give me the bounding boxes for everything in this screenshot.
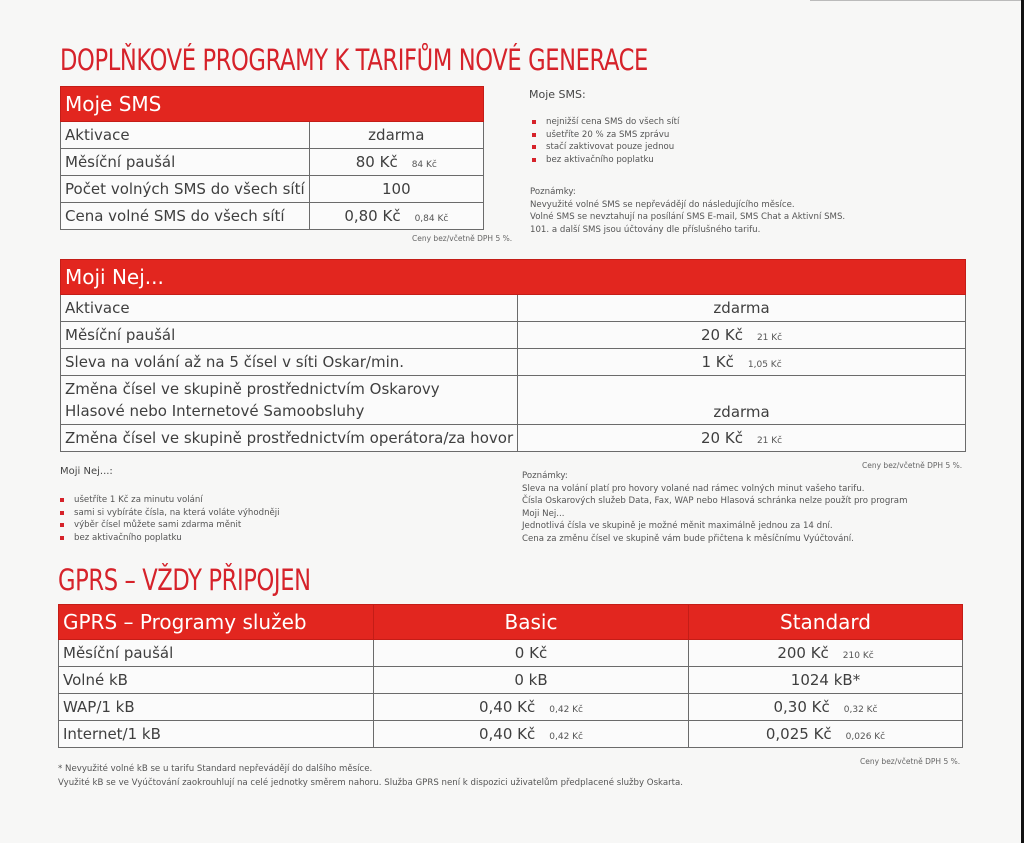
table-row xyxy=(61,176,484,203)
moje-sms-notes xyxy=(530,186,845,236)
row-label: Sleva na volání až na 5 čísel v síti Oskar/min. xyxy=(61,349,518,376)
row-label: Aktivace xyxy=(61,122,310,149)
col-standard: Standard xyxy=(689,605,963,640)
table-row xyxy=(61,349,966,376)
basic-value: 0 Kč xyxy=(374,640,689,667)
row-label: Změna čísel ve skupině prostřednictvím operátora/za hovor xyxy=(61,425,518,452)
basic-value: 0,40 Kč 0,42 Kč xyxy=(374,721,689,748)
list-item: stačí zaktivovat pouze jednou xyxy=(532,141,679,154)
moji-nej-side-title: Moji Nej...: xyxy=(60,466,113,477)
list-item: bez aktivačního poplatku xyxy=(60,532,280,545)
moji-nej-header: Moji Nej... xyxy=(61,260,966,295)
table-row xyxy=(59,640,963,667)
row-label: Počet volných SMS do všech sítí xyxy=(61,176,310,203)
table-row xyxy=(61,122,484,149)
table-header xyxy=(59,605,963,640)
moji-nej-bullets xyxy=(60,494,280,544)
vat-note: Ceny bez/včetně DPH 5 %. xyxy=(412,234,513,243)
row-value: zdarma xyxy=(518,295,966,322)
table-row xyxy=(61,376,966,425)
row-label: Cena volné SMS do všech sítí xyxy=(61,203,310,230)
vat-note: Ceny bez/včetně DPH 5 %. xyxy=(862,461,963,470)
value-vat: 0,42 Kč xyxy=(549,705,583,715)
list-item: nejnižší cena SMS do všech sítí xyxy=(532,116,679,129)
standard-value: 0,025 Kč 0,026 Kč xyxy=(689,721,963,748)
value-vat: 21 Kč xyxy=(756,436,783,446)
gprs-title: GPRS – VŽDY PŘIPOJEN xyxy=(58,563,311,597)
notes-title: Poznámky: xyxy=(530,187,576,197)
note-line: Sleva na volání platí pro hovory volané nad rámec volných minut vašeho tarifu. xyxy=(522,483,865,494)
row-value: 1 Kč 1,05 Kč xyxy=(518,349,966,376)
table-header xyxy=(61,87,484,122)
gprs-header: GPRS – Programy služeb xyxy=(59,605,374,640)
value-vat: 1,05 Kč xyxy=(747,360,782,370)
row-label: Měsíční paušál xyxy=(61,149,310,176)
note-line: Čísla Oskarových služeb Data, Fax, WAP nebo Hlasová schránka nelze použít pro program xyxy=(522,496,908,506)
table-row xyxy=(59,721,963,748)
table-row xyxy=(61,295,966,322)
row-label: Změna čísel ve skupině prostřednictvím Oskarovy Hlasové nebo Internetové Samoobsluhy xyxy=(61,376,518,425)
value-vat: 0,84 Kč xyxy=(414,214,449,224)
list-item: ušetříte 1 Kč za minutu volání xyxy=(60,494,280,507)
gprs-table xyxy=(58,604,963,748)
row-value: 0,80 Kč 0,84 Kč xyxy=(309,203,483,230)
moje-sms-side-title: Moje SMS: xyxy=(529,88,586,101)
table-row xyxy=(61,425,966,452)
row-label: WAP/1 kB xyxy=(59,694,374,721)
value-vat: 21 Kč xyxy=(756,333,783,343)
table-header xyxy=(61,260,966,295)
value-vat: 84 Kč xyxy=(411,160,437,170)
note-line: Moji Nej... xyxy=(522,508,565,519)
value-vat: 0,026 Kč xyxy=(845,732,886,742)
page-title: DOPLŇKOVÉ PROGRAMY K TARIFŮM NOVÉ GENERACE xyxy=(60,43,648,77)
list-item: bez aktivačního poplatku xyxy=(532,154,679,167)
note-line: Nevyužité volné SMS se nepřevádějí do následujícího měsíce. xyxy=(530,199,795,210)
top-rule xyxy=(810,0,1024,1)
note-line: Jednotlivá čísla ve skupině je možné měnit maximálně jednou za 14 dní. xyxy=(522,521,833,531)
table-row xyxy=(59,694,963,721)
moje-sms-header: Moje SMS xyxy=(61,87,484,122)
row-label: Měsíční paušál xyxy=(59,640,374,667)
row-value: 20 Kč 21 Kč xyxy=(518,425,966,452)
row-value: 80 Kč 84 Kč xyxy=(309,149,483,176)
row-value: 100 xyxy=(309,176,483,203)
table-row xyxy=(59,667,963,694)
basic-value: 0 kB xyxy=(374,667,689,694)
value-vat: 0,32 Kč xyxy=(843,705,878,715)
standard-value: 200 Kč 210 Kč xyxy=(689,640,963,667)
list-item: ušetříte 20 % za SMS zprávu xyxy=(532,129,679,142)
moje-sms-table xyxy=(60,86,484,230)
footnote: * Nevyužité volné kB se u tarifu Standard nepřevádějí do dalšího měsíce. xyxy=(58,764,373,774)
row-value: 20 Kč 21 Kč xyxy=(518,322,966,349)
list-item: výběr čísel můžete sami zdarma měnit xyxy=(60,519,280,532)
col-basic: Basic xyxy=(374,605,689,640)
table-row xyxy=(61,149,484,176)
note-line: Volné SMS se nevztahují na posílání SMS E-mail, SMS Chat a Aktivní SMS. xyxy=(530,212,846,222)
moji-nej-table xyxy=(60,259,966,452)
standard-value: 0,30 Kč 0,32 Kč xyxy=(689,694,963,721)
table-row xyxy=(61,203,484,230)
footnote: Využité kB se ve Vyúčtování zaokrouhlují na celé jednotky směrem nahoru. Služba GPRS není k dispozici uživatelům předplacené služby Oskarta. xyxy=(58,778,684,788)
table-row xyxy=(61,322,966,349)
note-line: 101. a další SMS jsou účtovány dle příslušného tarifu. xyxy=(530,224,761,235)
row-label: Internet/1 kB xyxy=(59,721,374,748)
list-item: sami si vybíráte čísla, na která voláte výhodněji xyxy=(60,507,280,520)
value-vat: 210 Kč xyxy=(842,651,874,661)
value-vat: 0,42 Kč xyxy=(549,732,583,742)
moji-nej-notes xyxy=(522,470,907,545)
row-label: Aktivace xyxy=(61,295,518,322)
row-label: Volné kB xyxy=(59,667,374,694)
note-line: Cena za změnu čísel ve skupině vám bude přičtena k měsíčnímu Vyúčtování. xyxy=(522,533,854,544)
moje-sms-bullets xyxy=(532,116,679,166)
row-value: zdarma xyxy=(518,376,966,425)
row-label: Měsíční paušál xyxy=(61,322,518,349)
basic-value: 0,40 Kč 0,42 Kč xyxy=(374,694,689,721)
standard-value: 1024 kB* xyxy=(689,667,963,694)
gprs-footnotes xyxy=(58,762,683,790)
row-value: zdarma xyxy=(309,122,483,149)
vat-note: Ceny bez/včetně DPH 5 %. xyxy=(860,757,961,766)
notes-title: Poznámky: xyxy=(522,471,568,481)
